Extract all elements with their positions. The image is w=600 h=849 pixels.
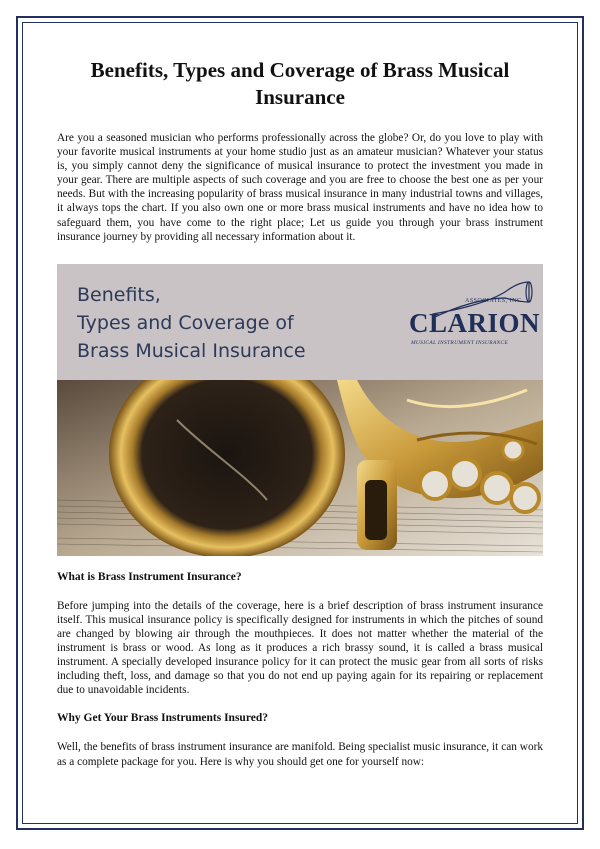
section-paragraph: Before jumping into the details of the coverage, here is a brief description of brass instrument insurance itself. This musical insurance policy is specifically designed for instruments in which the pitches of sound are changed by blowing air through the mouthpieces. It does not matter whether the material of the instrument is brass or wood. As long as it produces a rich brassy sound, it is called a brass musical instrument. A specially developed insurance policy for it can protect the music gear from all sorts of risks including theft, loss, and damage so that you do not end up paying again for its repairing or replacement due to unavoidable incidents. — [57, 599, 543, 697]
section-paragraph: Well, the benefits of brass instrument insurance are manifold. Being specialist music insurance, it can work as a complete package for you. Here is why you should get one for yourself now: — [57, 741, 543, 768]
intro-paragraph: Are you a seasoned musician who performs professionally across the globe? Or, do you love to play with your favorite musical instruments at your home studio just as an amateur musician? Whatever your status is, you simply cannot deny the significance of musical insurance to protect the investment you made in your gear. There are multiple aspects of such coverage and you are free to choose the best one as per your needs. But with the increasing popularity of brass musical insurance in many industrial towns and villages, it always tops the chart. If you also own one or more brass musical instruments and have no idea how to safeguard them, you have come to the right place; Let us guide you through your brass instrument insurance journey by providing all necessary information about it. — [57, 132, 543, 243]
logo-associates: ASSOCIATES, INC. — [465, 297, 524, 304]
banner-title-line: Benefits, — [77, 283, 161, 306]
article-title: Benefits, Types and Coverage of Brass Musical Insurance — [90, 58, 510, 109]
section-heading: What is Brass Instrument Insurance? — [57, 570, 242, 583]
article — [57, 57, 543, 769]
banner-title — [77, 281, 306, 365]
section-heading: Why Get Your Brass Instruments Insured? — [57, 712, 268, 725]
saxophone-photo — [57, 380, 543, 556]
banner-title-band — [57, 264, 543, 380]
banner-title-line: Brass Musical Insurance — [77, 339, 306, 362]
logo-wordmark: CLARION — [409, 307, 541, 338]
logo-subtitle: MUSICAL INSTRUMENT INSURANCE — [411, 339, 509, 346]
banner-image — [57, 264, 543, 556]
clarion-logo — [405, 274, 541, 356]
banner-title-line: Types and Coverage of — [77, 311, 294, 334]
